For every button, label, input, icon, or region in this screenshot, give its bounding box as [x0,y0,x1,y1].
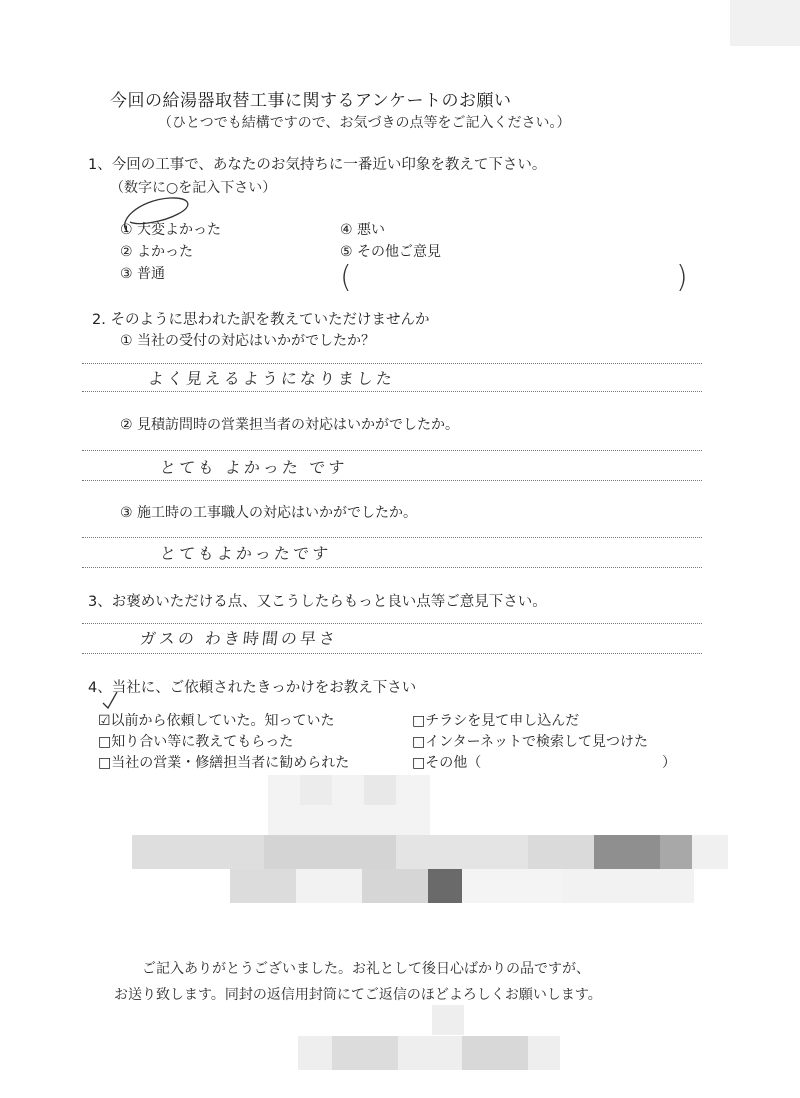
footer-line-1: ご記入ありがとうございました。お礼として後日心ばかりの品ですが、 [142,961,590,977]
q1-question: 1、今回の工事で、あなたのお気持ちに一番近い印象を教えて下さい。 [88,157,547,173]
q1-option-5: ⑤ その他ご意見 [340,244,442,260]
q4-other-close-paren: ） [662,755,676,771]
q1-instruction: （数字に○を記入下さい） [110,180,277,196]
q1-option-4: ④ 悪い [340,222,386,238]
footer-line-2: お送り致します。同封の返信用封筒にてご返信のほどよろしくお願いします。 [114,987,602,1003]
q1-other-paren-open: ( [340,260,352,295]
q4-option-left-2: □知り合い等に教えてもらった [98,734,294,750]
answer-rule [82,623,702,624]
answer-rule [82,363,702,364]
hand-check-mark-icon [100,690,120,710]
answer-rule [82,450,702,451]
q1-option-1: ① 大変よかった [120,222,222,238]
scan-corner-shade [730,0,800,46]
q1-other-paren-close: ) [676,260,688,295]
q2-question: 2. そのように思われた訳を教えていただけませんか [92,312,430,328]
q4-option-left-1: ☑以前から依頼していた。知っていた [98,713,335,729]
answer-rule [82,537,702,538]
q2-sub2: ② 見積訪問時の営業担当者の対応はいかがでしたか。 [120,417,459,433]
q2-sub3: ③ 施工時の工事職人の対応はいかがでしたか。 [120,505,417,521]
q2-answer3: とてもよかったです [158,544,332,563]
q4-option-right-3: □その他（ [412,755,482,771]
q3-question: 3、お褒めいただける点、又こうしたらもっと良い点等ご意見下さい。 [88,594,547,610]
q2-answer2: とても よかった です [158,458,349,477]
q4-option-right-2: □インターネットで検索して見つけた [412,734,648,750]
survey-title: 今回の給湯器取替工事に関するアンケートのお願い [110,91,512,111]
q3-answer: ガスの わき時間の早さ [138,629,339,648]
answer-rule [82,480,702,481]
q4-option-right-1: □チラシを見て申し込んだ [412,713,580,729]
q1-option-3: ③ 普通 [120,266,166,282]
answer-rule [82,653,702,654]
answer-rule [82,567,702,568]
q2-sub1: ① 当社の受付の対応はいかがでしたか？ [120,333,375,349]
q2-answer1: よく見えるようになりました [146,369,396,388]
q1-option-2: ② よかった [120,244,194,260]
survey-subtitle: （ひとつでも結構ですので、お気づきの点等をご記入ください。） [158,115,571,131]
q4-question: 4、当社に、ご依頼されたきっかけをお教え下さい [88,680,417,696]
q4-option-left-3: □当社の営業・修繕担当者に勧められた [98,755,350,771]
answer-rule [82,391,702,392]
